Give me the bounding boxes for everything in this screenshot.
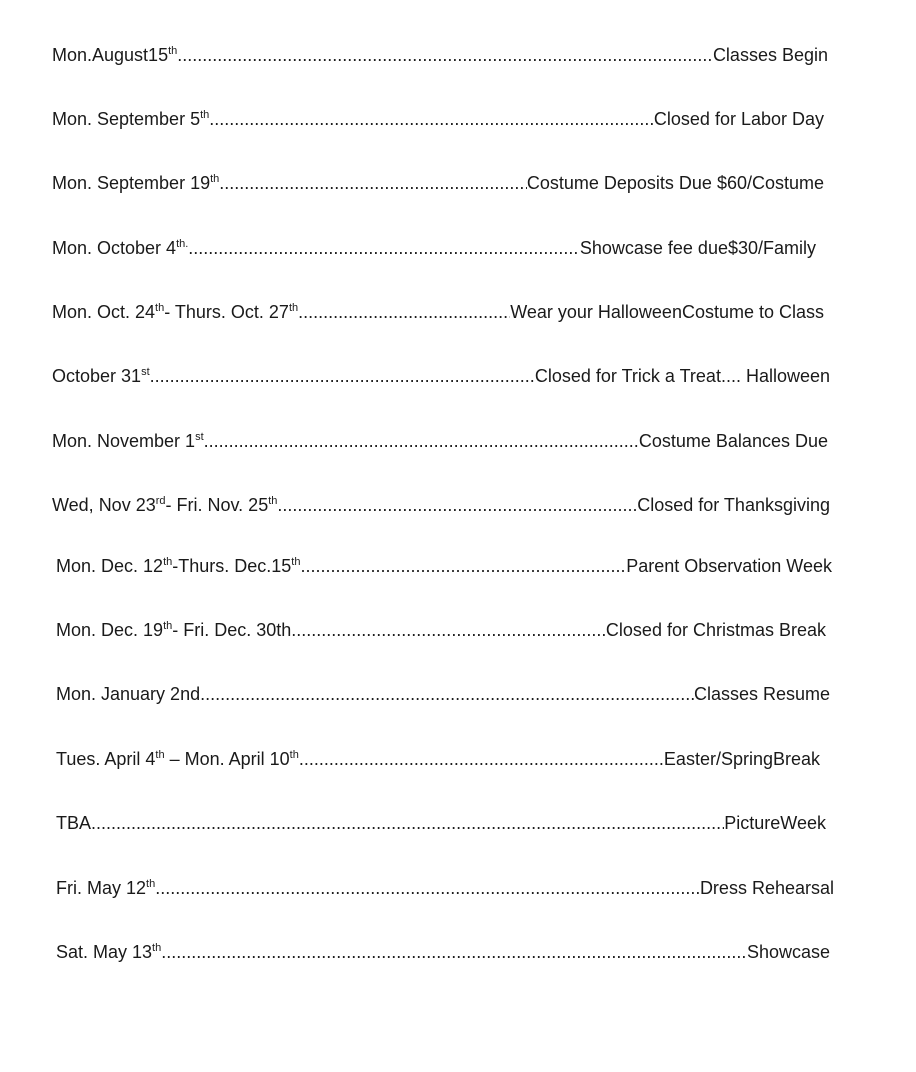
schedule-date: Sat. May 13th <box>56 942 162 962</box>
schedule-date: Mon. September 19th <box>52 173 220 193</box>
schedule-event: Parent Observation Week <box>626 556 832 576</box>
schedule-event: Dress Rehearsal <box>699 878 834 898</box>
schedule-row <box>52 493 830 517</box>
schedule-date: Mon. Dec. 12th-Thurs. Dec.15th <box>56 556 301 576</box>
schedule-row <box>56 554 832 578</box>
schedule-event: Wear your HalloweenCostume to Class <box>510 302 824 322</box>
schedule-row <box>56 811 826 835</box>
schedule-date: Wed, Nov 23rd- Fri. Nov. 25th <box>52 495 278 515</box>
dot-leader <box>277 493 637 517</box>
schedule-event: Easter/SpringBreak <box>663 749 820 769</box>
schedule-event: Costume Deposits Due $60/Costume <box>526 173 824 193</box>
schedule-date: Mon. October $4^{th.}$ <box>52 238 189 258</box>
schedule-date: Mon. January 2nd <box>56 684 201 704</box>
dot-leader <box>161 940 747 964</box>
schedule-date: October 31st <box>52 366 150 386</box>
schedule-row <box>56 876 834 900</box>
dot-leader <box>298 300 510 324</box>
schedule-event: Closed for Trick a Treat.... Halloween <box>534 366 830 386</box>
schedule-event: Classes Resume <box>693 684 830 704</box>
schedule-row <box>56 747 820 771</box>
dot-leader <box>91 811 724 835</box>
schedule-row <box>52 300 824 324</box>
schedule-date: Mon. September 5th <box>52 109 210 129</box>
dot-leader <box>204 429 639 453</box>
dot-leader <box>300 554 626 578</box>
schedule-date: Tues. April 4th – Mon. April 10th <box>56 749 299 769</box>
schedule-event: Closed for Labor Day <box>653 109 824 129</box>
schedule-row <box>52 429 828 453</box>
dot-leader <box>188 236 580 260</box>
dot-leader <box>150 364 535 388</box>
schedule-row <box>56 682 830 706</box>
schedule-date: Mon.August15th <box>52 45 178 65</box>
dot-leader <box>177 43 713 67</box>
schedule-row <box>56 618 826 642</box>
dot-leader <box>299 747 664 771</box>
schedule-event: Closed for Thanksgiving <box>637 495 830 515</box>
dot-leader <box>200 682 694 706</box>
dot-leader <box>219 171 527 195</box>
dot-leader <box>155 876 700 900</box>
schedule-event: Closed for Christmas Break <box>605 620 826 640</box>
schedule-row <box>52 43 828 67</box>
dot-leader <box>209 107 654 131</box>
schedule-event: Classes Begin <box>712 45 828 65</box>
schedule-row <box>52 107 824 131</box>
schedule-row <box>52 171 824 195</box>
schedule-event: Showcase <box>746 942 830 962</box>
schedule-date: Fri. May 12th <box>56 878 156 898</box>
schedule-event: Showcase fee due$30/Family <box>579 238 816 258</box>
schedule-date: Mon. Dec. 19th- Fri. Dec. 30th <box>56 620 292 640</box>
schedule-row <box>56 940 830 964</box>
schedule-date: TBA <box>56 813 92 833</box>
schedule-date: Mon. November 1st <box>52 431 204 451</box>
schedule-event: Costume Balances Due <box>638 431 828 451</box>
dot-leader <box>291 618 606 642</box>
schedule-row <box>52 236 816 260</box>
schedule-row <box>52 364 830 388</box>
schedule-date: Mon. Oct. 24th- Thurs. Oct. 27th <box>52 302 299 322</box>
schedule-event: PictureWeek <box>724 813 826 833</box>
